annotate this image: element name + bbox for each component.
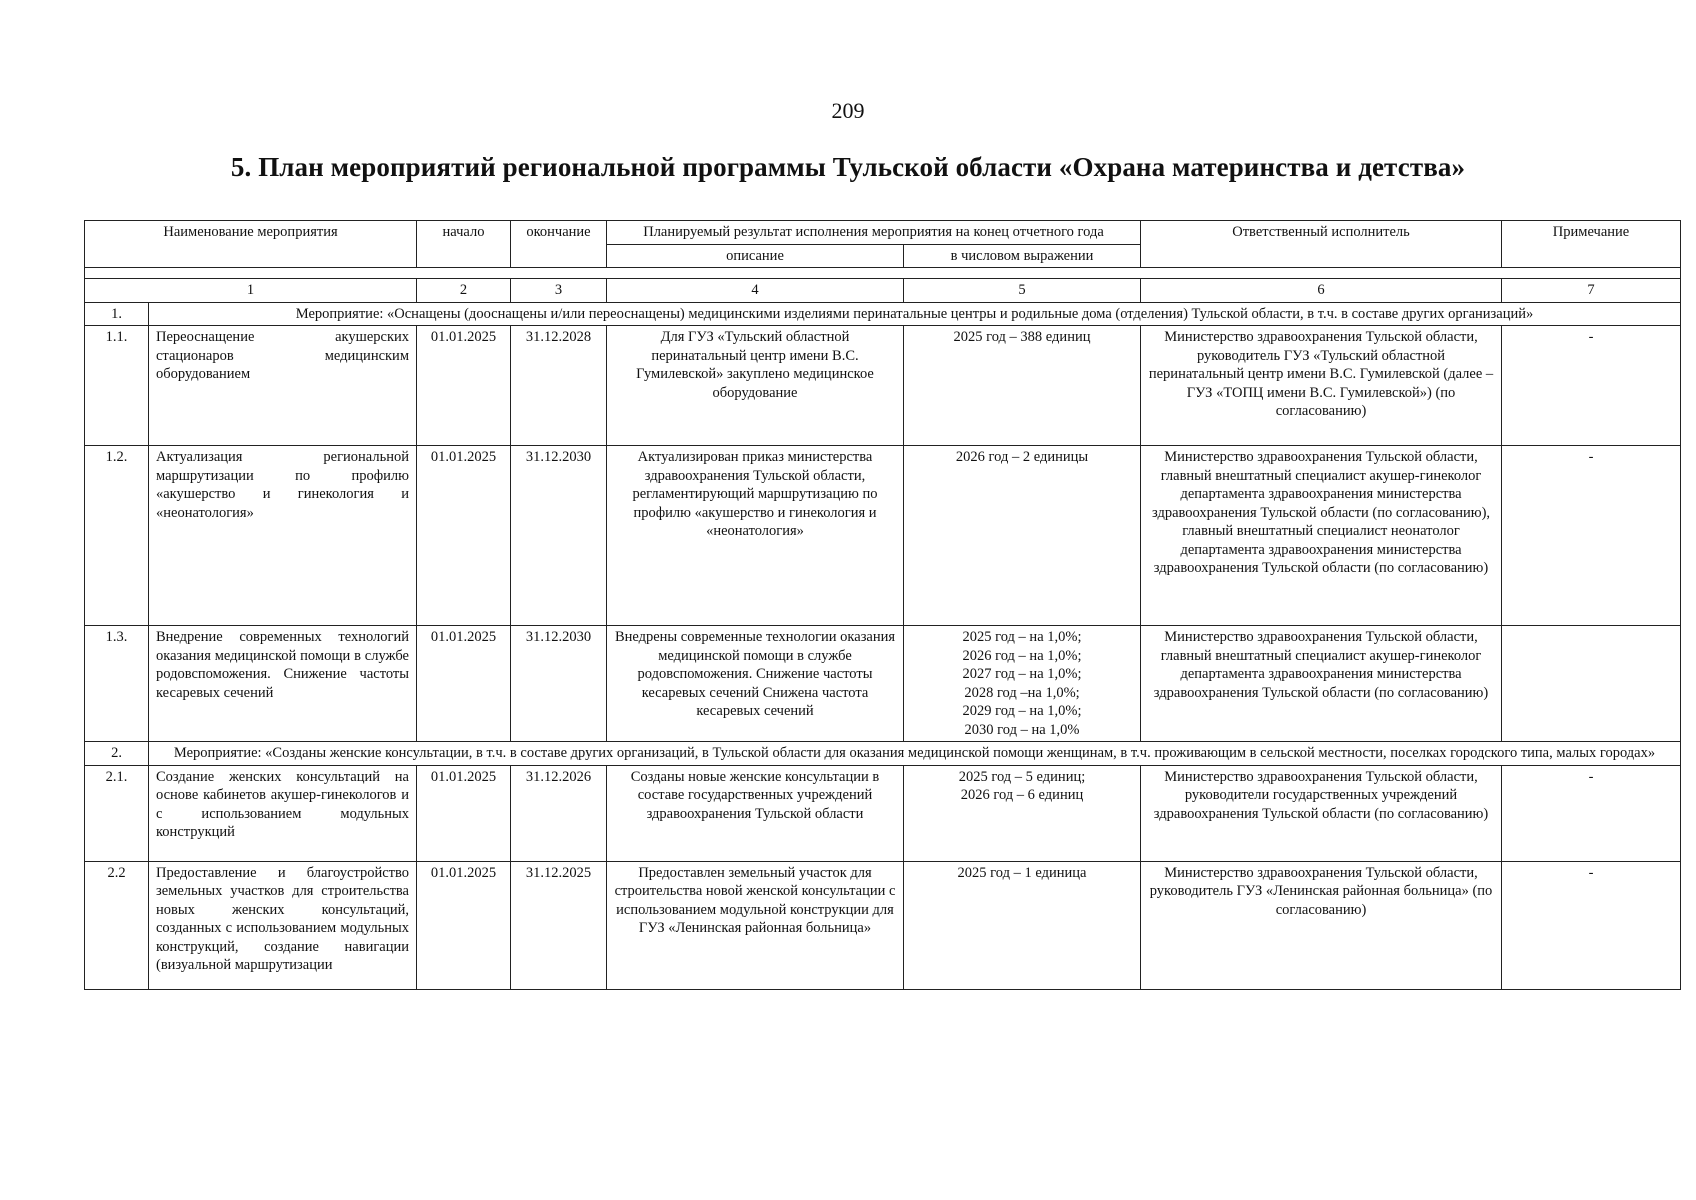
event-name: Внедрение современных технологий оказания медицинской помощи в службе родовспоможения. Снижение частоты кесаревых сечений [149, 626, 417, 742]
numeric-line: 2027 год – на 1,0%; [962, 666, 1082, 682]
column-number: 4 [607, 279, 904, 303]
responsible-executor: Министерство здравоохранения Тульской области, главный внештатный специалист акушер-гинеколог департамента здравоохранения министерства здравоохранения Тульской области (по согласованию) [1141, 626, 1502, 742]
start-date: 01.01.2025 [417, 861, 511, 989]
column-numbers-row [85, 279, 1681, 303]
responsible-executor: Министерство здравоохранения Тульской области, руководитель ГУЗ «Тульский областной перинатальный центр имени В.С. Гумилевской (далее – ГУЗ «ТОПЦ имени В.С. Гумилевской») (по согласованию) [1141, 326, 1502, 446]
column-number: 3 [511, 279, 607, 303]
row-number: 1.1. [85, 326, 149, 446]
numeric-line: 2026 год – 6 единиц [960, 787, 1084, 803]
header-planned-result: Планируемый результат исполнения мероприятия на конец отчетного года [607, 221, 1141, 245]
result-numeric: 2025 год – 1 единица [904, 861, 1141, 989]
column-number: 1 [85, 279, 417, 303]
start-date: 01.01.2025 [417, 326, 511, 446]
header-end: окончание [511, 221, 607, 268]
section-row [85, 302, 1681, 326]
section-row [85, 742, 1681, 766]
numeric-line: 2029 год – на 1,0%; [962, 703, 1082, 719]
note: - [1502, 861, 1681, 989]
header-name: Наименование мероприятия [85, 221, 417, 268]
result-description: Предоставлен земельный участок для строительства новой женской консультации с использованием модульной конструкции для ГУЗ «Ленинская районная больница» [607, 861, 904, 989]
result-numeric: 2025 год – 388 единиц [904, 326, 1141, 446]
end-date: 31.12.2026 [511, 765, 607, 861]
table-row [85, 765, 1681, 861]
row-number: 1.2. [85, 446, 149, 626]
column-number: 6 [1141, 279, 1502, 303]
result-numeric [904, 765, 1141, 861]
header-description: описание [607, 244, 904, 268]
header-row-top [85, 221, 1681, 245]
header-note: Примечание [1502, 221, 1681, 268]
result-numeric: 2026 год – 2 единицы [904, 446, 1141, 626]
section-number: 2. [85, 742, 149, 766]
start-date: 01.01.2025 [417, 765, 511, 861]
row-number: 1.3. [85, 626, 149, 742]
start-date: 01.01.2025 [417, 626, 511, 742]
section-number: 1. [85, 302, 149, 326]
numeric-line: 2025 год – 5 единиц; [958, 768, 1086, 785]
end-date: 31.12.2028 [511, 326, 607, 446]
table-row [85, 626, 1681, 742]
responsible-executor: Министерство здравоохранения Тульской области, главный внештатный специалист акушер-гинеколог департамента здравоохранения министерства здравоохранения Тульской области (по согласованию), главный внештатный специалист неонатолог департамента здравоохранения министерства здравоохранения Тульской области (по согласованию) [1141, 446, 1502, 626]
result-description: Внедрены современные технологии оказания медицинской помощи в службе родовспоможения. Снижение частоты кесаревых сечений Снижена частота кесаревых сечений [607, 626, 904, 742]
note: - [1502, 326, 1681, 446]
event-name: Предоставление и благоустройство земельных участков для строительства новых женских консультаций, созданных с использованием модульных конструкций, создание навигации (визуальной маршрутизации [149, 861, 417, 989]
end-date: 31.12.2030 [511, 446, 607, 626]
responsible-executor: Министерство здравоохранения Тульской области, руководитель ГУЗ «Ленинская районная больница» (по согласованию) [1141, 861, 1502, 989]
plan-table [84, 220, 1681, 990]
row-number: 2.2 [85, 861, 149, 989]
row-number: 2.1. [85, 765, 149, 861]
end-date: 31.12.2025 [511, 861, 607, 989]
event-name: Актуализация региональной маршрутизации по профилю «акушерство и гинекология и «неонатология» [149, 446, 417, 626]
note: - [1502, 446, 1681, 626]
start-date: 01.01.2025 [417, 446, 511, 626]
column-number: 5 [904, 279, 1141, 303]
responsible-executor: Министерство здравоохранения Тульской области, руководители государственных учреждений здравоохранения Тульской области (по согласованию) [1141, 765, 1502, 861]
column-number: 7 [1502, 279, 1681, 303]
table-row [85, 326, 1681, 446]
event-name: Переоснащение акушерских стационаров медицинским оборудованием [149, 326, 417, 446]
result-description: Созданы новые женские консультации в составе государственных учреждений здравоохранения Тульской области [607, 765, 904, 861]
numeric-line: 2030 год – на 1,0% [964, 721, 1080, 738]
end-date: 31.12.2030 [511, 626, 607, 742]
result-numeric [904, 626, 1141, 742]
note [1502, 626, 1681, 742]
column-number: 2 [417, 279, 511, 303]
header-spacer [85, 268, 1681, 279]
result-description: Актуализирован приказ министерства здравоохранения Тульской области, регламентирующий маршрутизацию по профилю «акушерство и гинекология и «неонатология» [607, 446, 904, 626]
header-numeric: в числовом выражении [904, 244, 1141, 268]
numeric-line: 2025 год – на 1,0%; [962, 629, 1082, 645]
header-start: начало [417, 221, 511, 268]
table-row [85, 446, 1681, 626]
header-responsible: Ответственный исполнитель [1141, 221, 1502, 268]
result-description: Для ГУЗ «Тульский областной перинатальный центр имени В.С. Гумилевской» закуплено медицинское оборудование [607, 326, 904, 446]
page-number: 209 [831, 98, 865, 123]
document-title: 5. План мероприятий региональной программы Тульской области «Охрана материнства и детства» [230, 152, 1466, 182]
numeric-line: 2028 год –на 1,0%; [964, 684, 1080, 701]
numeric-line: 2026 год – на 1,0%; [962, 647, 1082, 664]
table-row [85, 861, 1681, 989]
event-name: Создание женских консультаций на основе кабинетов акушер-гинекологов и с использованием модульных конструкций [149, 765, 417, 861]
note: - [1502, 765, 1681, 861]
section-title: Мероприятие: «Созданы женские консультации, в т.ч. в составе других организаций, в Тульской области для оказания медицинской помощи женщинам, в т.ч. проживающим в сельской местности, поселках городского типа, малых городах» [149, 742, 1681, 766]
section-title: Мероприятие: «Оснащены (дооснащены и/или переоснащены) медицинскими изделиями перинатальные центры и родильные дома (отделения) Тульской области, в т.ч. в составе других организаций» [149, 302, 1681, 326]
